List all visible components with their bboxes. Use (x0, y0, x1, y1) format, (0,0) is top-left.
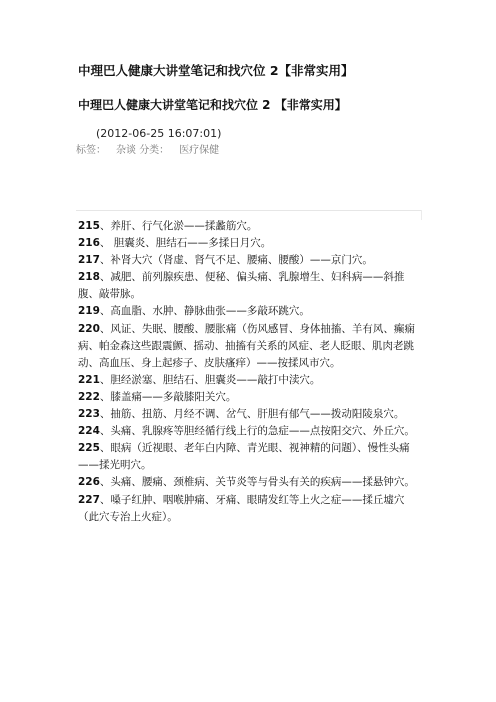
category-link[interactable]: 医疗保健 (179, 145, 220, 156)
entry-text: 、 胆囊炎、胆结石——多揉日月穴。 (99, 237, 272, 250)
entry-text: 、膝盖痛——多敲膝阳关穴。 (99, 390, 237, 403)
post-title: 中理巴人健康大讲堂笔记和找穴位 2 【非常实用】 (78, 98, 347, 112)
entry-number: 222 (78, 390, 100, 403)
list-item (78, 252, 422, 269)
entry-number: 225 (78, 442, 100, 455)
entry-number: 218 (78, 271, 100, 284)
category-label: 分类： (139, 145, 170, 156)
list-item (78, 406, 422, 423)
entry-number: 227 (78, 493, 100, 506)
entry-number: 220 (78, 322, 100, 335)
entry-number: 223 (78, 408, 100, 421)
list-item (78, 389, 422, 406)
entry-number: 215 (78, 220, 100, 232)
document-title: 中理巴人健康大讲堂笔记和找穴位 2【非常实用】 (78, 63, 354, 78)
list-item (78, 235, 422, 252)
tag-link[interactable]: 杂谈 (116, 145, 136, 156)
entry-text: 、胆经淤塞、胆结石、胆囊炎——敲打中渎穴。 (99, 373, 321, 386)
entry-text: 、补肾大穴（肾虚、肾气不足、腰痛、腰酸）——京门穴。 (99, 254, 373, 267)
entry-text: 、风证、失眠、腰酸、腰胀痛（伤风感冒、身体抽搐、羊有风、癫痫病、帕金森这些跟震颤、摇动、抽搐有关系的风症、老人眨眼、肌肉老跳动、高血压、身上起疹子、皮肤瘙痒）——按揉风市穴。 (78, 322, 415, 369)
list-item (78, 303, 422, 320)
post-timestamp: (2012-06-25 16:07:01) (96, 127, 222, 140)
entry-text: 、抽筋、扭筋、月经不调、岔气、肝胆有郁气——拨动阳陵泉穴。 (99, 408, 405, 421)
list-item (78, 440, 422, 474)
entry-text: 、头痛、乳腺疼等胆经循行线上行的急症——点按阳交穴、外丘穴。 (99, 425, 415, 438)
entry-text: 、高血脂、水肿、静脉曲张——多敲环跳穴。 (99, 305, 310, 318)
list-item (78, 474, 422, 491)
entry-text: 、减肥、前列腺疾患、便秘、偏头痛、乳腺增生、妇科病——斜推腹、敲带脉。 (78, 271, 405, 301)
entry-number: 224 (78, 425, 100, 438)
entry-text: 、嗓子红肿、咽喉肿痛、牙痛、眼睛发红等上火之症——揉丘墟穴（此穴专治上火症）。 (78, 493, 405, 523)
entry-text: 、养肝、行气化淤——揉蠡筋穴。 (99, 220, 258, 232)
list-item (78, 269, 422, 303)
list-item (78, 372, 422, 389)
entry-text: 、眼病（近视眼、老年白内障、青光眼、视神精的问题）、慢性头痛——揉光明穴。 (78, 442, 410, 472)
tags-label: 标签： (76, 145, 106, 156)
post-meta (76, 144, 219, 158)
entry-number: 221 (78, 373, 100, 386)
entry-number: 216 (78, 237, 100, 250)
entry-number: 219 (78, 305, 100, 318)
list-item (78, 423, 422, 440)
entry-number: 217 (78, 254, 100, 267)
post-content (78, 218, 422, 526)
content-divider (76, 210, 422, 211)
entry-text: 、头痛、腰痛、颈椎病、关节炎等与骨头有关的疾病——揉悬钟穴。 (99, 476, 415, 489)
entry-number: 226 (78, 476, 100, 489)
list-item (78, 218, 422, 235)
list-item (78, 321, 422, 372)
list-item (78, 492, 422, 526)
